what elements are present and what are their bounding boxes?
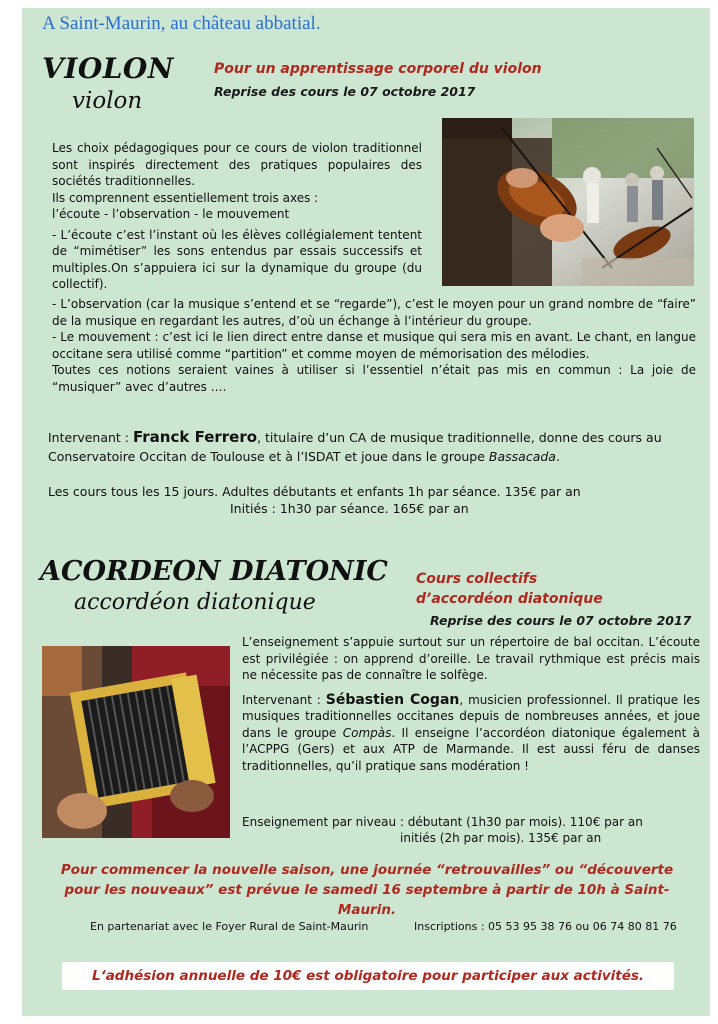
accordeon-tagline <box>416 569 603 609</box>
accordeon-intervenant <box>242 692 700 775</box>
violon-reprise: Reprise des cours le 07 octobre 2017 <box>214 84 476 99</box>
partner-text: En partenariat avec le Foyer Rural de Saint-Maurin <box>90 920 369 933</box>
violon-paragraph: Les choix pédagogiques pour ce cours de violon traditionnel sont inspirés directement des pratiques populaires des sociétés traditionnelles. <box>52 141 422 188</box>
intervenant-end: . Il enseigne l’accordéon diatonique également à l’ACPPG (Gers) et aux ATP de Marmande. Il est aussi féru de danses traditionnelles, qu’il pratique sans modération ! <box>242 725 700 773</box>
intervenant-text: , titulaire d’un CA de musique traditionnelle, donne des cours au Conservatoire Occitan de Toulouse et à l’ISDAT et joue dans le groupe <box>48 430 662 464</box>
violon-description-wide <box>52 296 696 395</box>
violon-paragraph: - L’écoute c’est l’instant où les élèves collégialement tentent de “mimétiser” les sons entendus par essais successifs et multiples.On s’appuiera ici sur la dynamique du groupe (du collectif). <box>52 227 422 291</box>
accordeon-title: ACORDEON DIATONIC <box>40 556 388 587</box>
intervenant-name: Sébastien Cogan <box>325 691 460 708</box>
violin-player-photo <box>442 118 694 286</box>
inscriptions-phone: Inscriptions : 05 53 95 38 76 ou 06 74 80 81 76 <box>414 920 677 933</box>
promo-line-2: pour les nouveaux” est prévue le samedi 16 septembre à partir de 10h à Saint-Maurin. <box>64 882 670 918</box>
violon-description-narrow <box>52 140 422 293</box>
intervenant-group: Bassacada <box>488 449 556 464</box>
violon-subtitle: violon <box>72 88 143 114</box>
adhesion-notice: L‘adhésion annuelle de 10€ est obligatoire pour participer aux activités. <box>62 962 674 990</box>
violon-title: VIOLON <box>42 52 174 85</box>
promo-announcement <box>52 860 682 920</box>
intervenant-text: , musicien professionnel. Il pratique les musiques traditionnelles occitanes depuis de nombreuses années, et joue dans le groupe <box>242 692 700 740</box>
accordeon-tarif-line-1: Enseignement par niveau : débutant (1h30 par mois). 110€ par an <box>242 815 643 829</box>
accordeon-paragraph: L’enseignement s’appuie surtout sur un répertoire de bal occitan. L’écoute est privilégiée : on apprend d’oreille. Le travail rythmique est précis mais ne nécessite pas de connaître le solfège. <box>242 635 700 682</box>
accordeon-tarif-line-2: initiés (2h par mois). 135€ par an <box>400 831 602 845</box>
violon-paragraph: Toutes ces notions seraient vaines à utiliser si l’essentiel n’était pas mis en commun : La joie de “musiquer” avec d’autres …. <box>52 363 696 394</box>
intervenant-label: Intervenant : <box>48 430 133 445</box>
violon-paragraph: l’écoute - l’observation - le mouvement <box>52 207 290 221</box>
accordeon-description <box>242 634 700 774</box>
violon-tarif-line-1: Les cours tous les 15 jours. Adultes débutants et enfants 1h par séance. 135€ par an <box>48 484 581 499</box>
accordeon-tagline-1: Cours collectifs <box>416 571 538 587</box>
intervenant-end: . <box>555 449 560 464</box>
accordion-player-photo <box>42 646 230 838</box>
accordeon-reprise: Reprise des cours le 07 octobre 2017 <box>430 613 692 628</box>
violon-paragraph: - Le mouvement : c’est ici le lien direct entre danse et musique qui sera mis en avant. Le chant, en langue occitane sera utilisé comme “partition” et comme moyen de mémorisation des mélodies. <box>52 330 696 361</box>
intervenant-group: Compàs <box>342 725 392 740</box>
flyer-page <box>22 8 710 1016</box>
violon-paragraph: - L’observation (car la musique s’entend et se “regarde”), c’est le moyen pour un grand nombre de “faire” de la musique en regardant les autres, d’où un échange à l’intérieur du groupe. <box>52 297 696 328</box>
promo-line-1: Pour commencer la nouvelle saison, une journée “retrouvailles” ou “découverte <box>60 862 674 878</box>
location-header: A Saint-Maurin, au château abbatial. <box>42 13 321 34</box>
violon-intervenant <box>48 428 702 466</box>
violon-tarif-line-2: Initiés : 1h30 par séance. 165€ par an <box>230 501 469 516</box>
accordeon-subtitle: accordéon diatonique <box>74 590 316 615</box>
intervenant-name: Franck Ferrero <box>133 428 258 446</box>
violon-paragraph: Ils comprennent essentiellement trois axes : <box>52 190 319 205</box>
violon-tagline: Pour un apprentissage corporel du violon <box>214 61 542 77</box>
accordeon-tagline-2: d’accordéon diatonique <box>416 591 603 607</box>
intervenant-label: Intervenant : <box>242 692 326 707</box>
